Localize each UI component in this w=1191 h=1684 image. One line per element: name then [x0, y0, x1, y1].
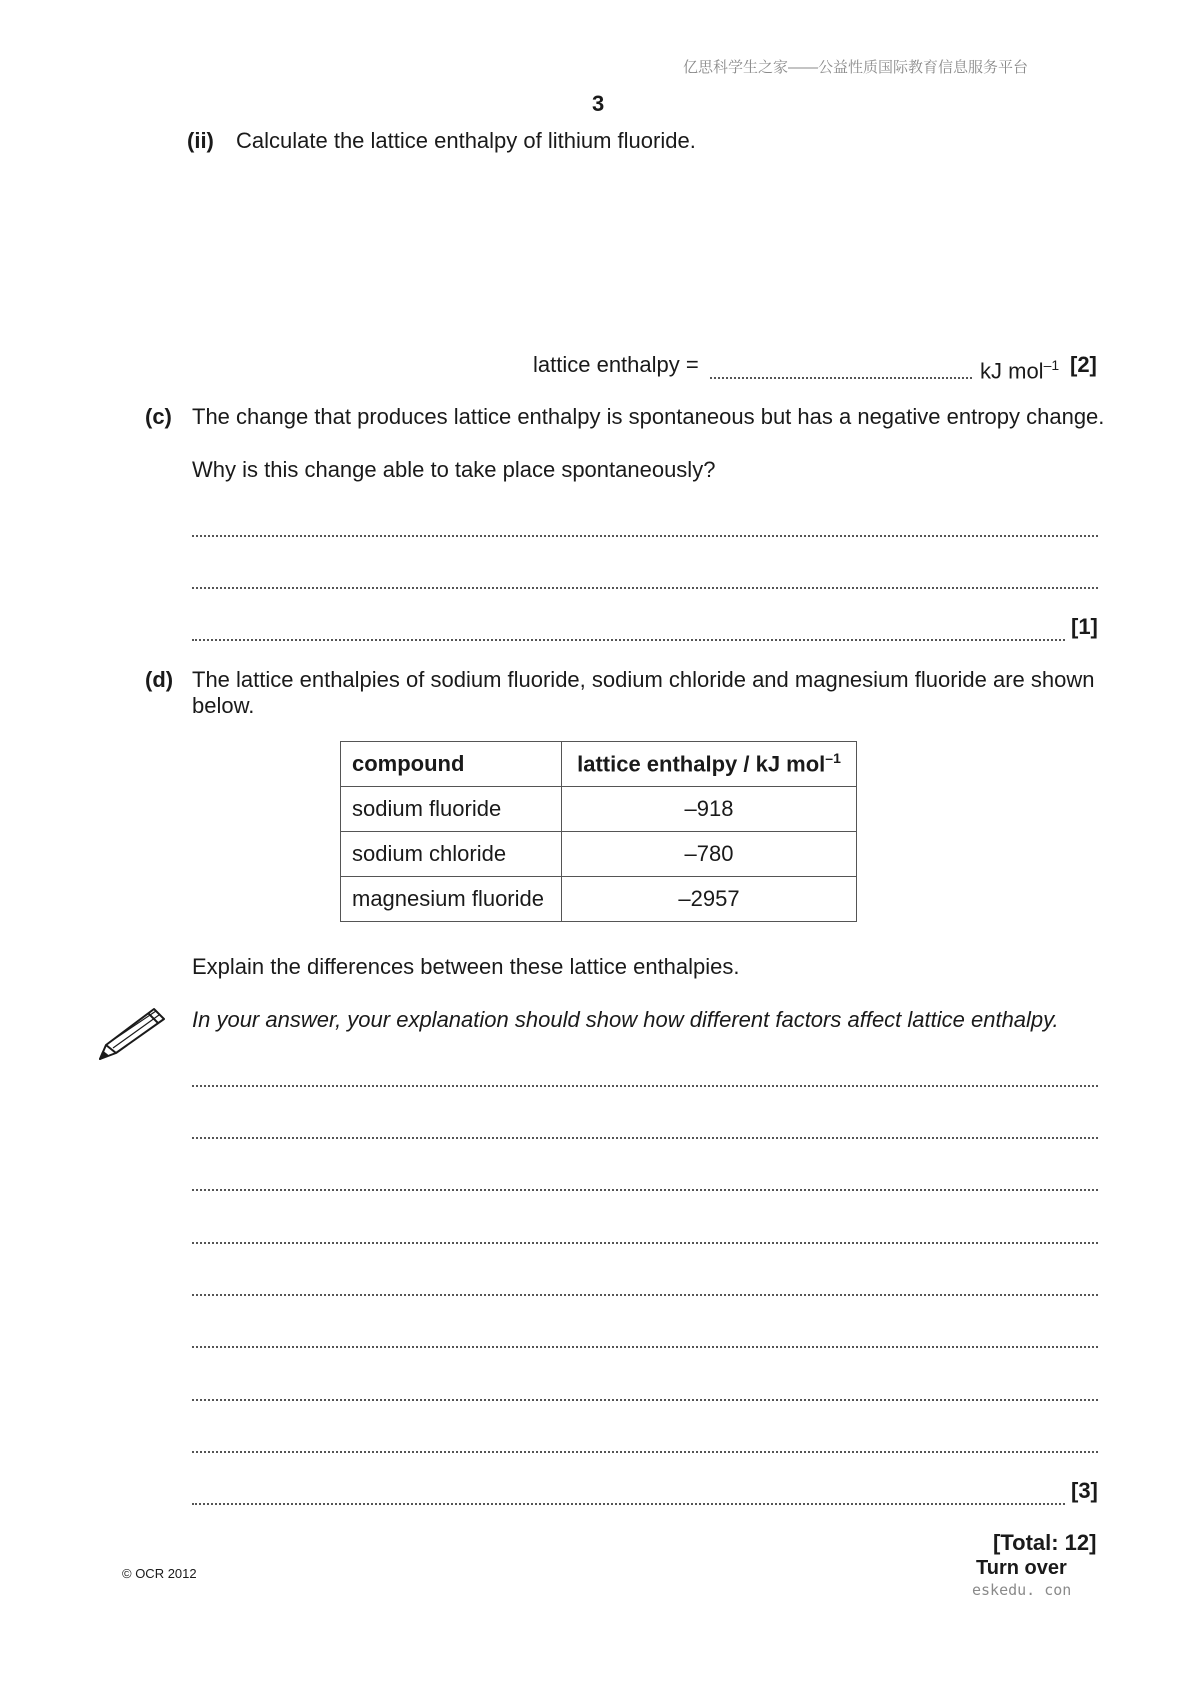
answer-line-d-2[interactable] [192, 1111, 1098, 1139]
header-lattice-text: lattice enthalpy / kJ mol [577, 751, 826, 777]
answer-line-c-3[interactable] [192, 613, 1065, 641]
value-cell: –2957 [562, 877, 857, 922]
header-lattice-sup: –1 [825, 750, 841, 767]
answer-line-c-2[interactable] [192, 561, 1098, 589]
part-c-label: (c) [145, 404, 172, 429]
header-lattice-enthalpy [562, 742, 857, 787]
total-marks: [Total: 12] [993, 1530, 1097, 1555]
page-number: 3 [592, 91, 605, 116]
table-row [341, 877, 857, 922]
copyright: © OCR 2012 [122, 1566, 197, 1581]
part-d-line2: below. [192, 693, 255, 718]
answer-line-d-4[interactable] [192, 1216, 1098, 1244]
part-ii-marks: [2] [1070, 352, 1097, 377]
lattice-enthalpy-unit [980, 351, 1059, 385]
pencil-icon [98, 1003, 168, 1061]
compound-cell: magnesium fluoride [341, 877, 562, 922]
part-ii-question: Calculate the lattice enthalpy of lithium fluoride. [236, 128, 696, 153]
part-d-qwc-instruction: In your answer, your explanation should show how different factors affect lattice enthalpy. [192, 1007, 1059, 1032]
answer-line-d-7[interactable] [192, 1373, 1098, 1401]
unit-superscript: –1 [1043, 357, 1060, 373]
unit-text: kJ mol [980, 358, 1044, 384]
answer-line-c-1[interactable] [192, 509, 1098, 537]
part-d-marks: [3] [1071, 1478, 1098, 1503]
part-c-line2: Why is this change able to take place spontaneously? [192, 457, 716, 482]
table-row [341, 787, 857, 832]
answer-line-d-6[interactable] [192, 1320, 1098, 1348]
part-d-explain: Explain the differences between these lattice enthalpies. [192, 954, 740, 979]
lattice-enthalpy-prefix: lattice enthalpy = [533, 352, 699, 377]
watermark-text: eskedu. con [972, 1581, 1072, 1599]
compound-cell: sodium chloride [341, 832, 562, 877]
table-row [341, 832, 857, 877]
part-c-marks: [1] [1071, 614, 1098, 639]
value-cell: –918 [562, 787, 857, 832]
turn-over: Turn over [976, 1557, 1067, 1579]
part-d-label: (d) [145, 667, 174, 692]
answer-line-d-5[interactable] [192, 1268, 1098, 1296]
part-ii-label: (ii) [187, 128, 214, 153]
answer-line-d-8[interactable] [192, 1425, 1098, 1453]
part-d-line1: The lattice enthalpies of sodium fluoride, sodium chloride and magnesium fluoride are shown [192, 667, 1095, 692]
answer-line-d-1[interactable] [192, 1059, 1098, 1087]
answer-line-d-3[interactable] [192, 1163, 1098, 1191]
header-compound: compound [341, 742, 562, 787]
site-header-text: 亿思科学生之家——公益性质国际教育信息服务平台 [683, 59, 1029, 76]
answer-line-d-9[interactable] [192, 1477, 1065, 1505]
part-c-line1: The change that produces lattice enthalpy is spontaneous but has a negative entropy change. [192, 404, 1105, 429]
lattice-enthalpy-table [340, 741, 857, 922]
lattice-enthalpy-answer-line[interactable] [710, 351, 972, 379]
table-header-row [341, 742, 857, 787]
value-cell: –780 [562, 832, 857, 877]
compound-cell: sodium fluoride [341, 787, 562, 832]
